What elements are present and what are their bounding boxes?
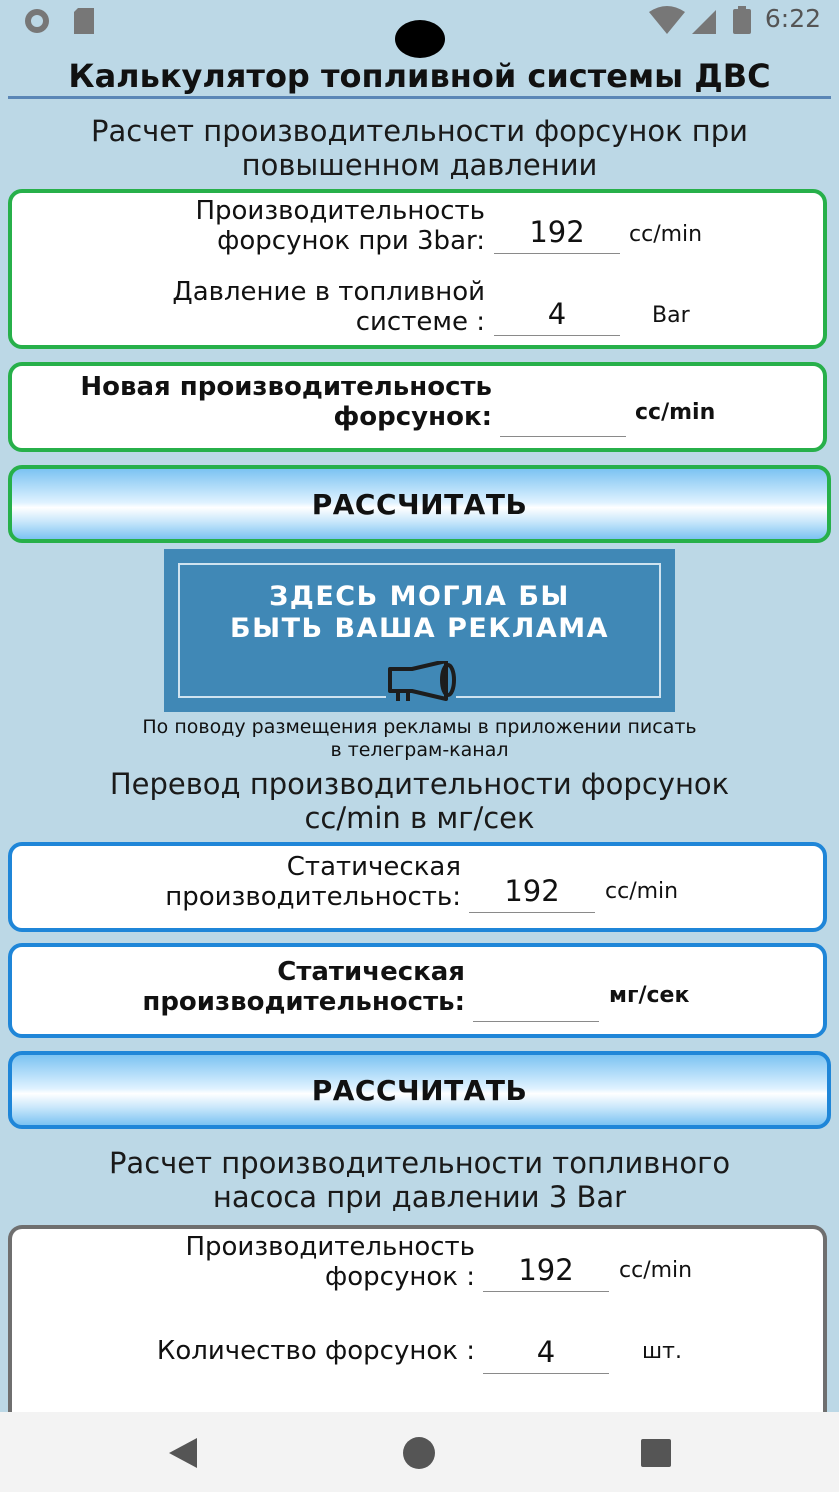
recents-icon[interactable]: [640, 1438, 672, 1468]
pump-injector-flow-unit: cc/min: [619, 1258, 693, 1283]
injector-flow-label: Производительность форсунок при 3bar:: [195, 196, 485, 256]
pressure-unit: Bar: [652, 303, 690, 328]
section3-title: Расчет производительности топливного насоса при давлении 3 Bar: [108, 1146, 731, 1214]
title-divider: [8, 96, 831, 99]
new-flow-unit: cc/min: [635, 400, 716, 425]
app-title: Калькулятор топливной системы ДВС: [68, 57, 771, 95]
static-flow-mg-unit: мг/сек: [609, 983, 690, 1008]
battery-icon: [732, 6, 752, 36]
ad-banner[interactable]: [164, 549, 675, 712]
section3-input-card: [8, 1225, 827, 1415]
ad-text: ЗДЕСЬ МОГЛА БЫ БЫТЬ ВАША РЕКЛАМА: [230, 581, 609, 644]
megaphone-icon: [386, 661, 458, 701]
static-flow-result-label: Статическая производительность:: [142, 957, 465, 1017]
injector-flow-unit: cc/min: [629, 222, 703, 247]
calculate-button-2[interactable]: РАССЧИТАТЬ: [8, 1051, 831, 1129]
section1-title: Расчет производительности форсунок при повышенном давлении: [90, 114, 749, 182]
section2-result-card: [8, 943, 827, 1038]
injector-count-input[interactable]: 4: [483, 1333, 609, 1374]
pump-injector-flow-input[interactable]: 192: [483, 1251, 609, 1292]
sd-card-icon: [72, 6, 98, 36]
camera-cutout: [395, 20, 445, 58]
section2-input-card: [8, 842, 827, 932]
home-icon[interactable]: [402, 1436, 436, 1470]
injector-flow-input[interactable]: 192: [494, 213, 620, 254]
static-flow-mg-output: [473, 981, 599, 1022]
section1-result-card: [8, 362, 827, 452]
pressure-label: Давление в топливной системе :: [172, 277, 485, 337]
pressure-input[interactable]: 4: [494, 295, 620, 336]
new-flow-label: Новая производительность форсунок:: [80, 372, 492, 432]
injector-count-unit: шт.: [642, 1339, 682, 1364]
new-flow-output: [500, 396, 626, 437]
ad-note: По поводу размещения рекламы в приложении писать в телеграм-канал: [142, 716, 697, 761]
signal-icon: [690, 6, 718, 36]
static-flow-input[interactable]: 192: [469, 872, 595, 913]
section2-title: Перевод производительности форсунок cc/min в мг/сек: [109, 767, 730, 835]
section1-input-card: [8, 189, 827, 349]
navigation-bar: [0, 1412, 839, 1492]
back-icon[interactable]: [165, 1436, 199, 1470]
calculate-button-1[interactable]: РАССЧИТАТЬ: [8, 465, 831, 543]
static-flow-unit: cc/min: [605, 879, 679, 904]
status-time: 6:22: [764, 4, 821, 33]
injector-count-label: Количество форсунок :: [156, 1336, 475, 1366]
pump-injector-flow-label: Производительность форсунок :: [185, 1232, 475, 1292]
wifi-icon: [648, 6, 686, 36]
record-icon: [22, 6, 52, 36]
static-flow-label: Статическая производительность:: [165, 852, 461, 912]
